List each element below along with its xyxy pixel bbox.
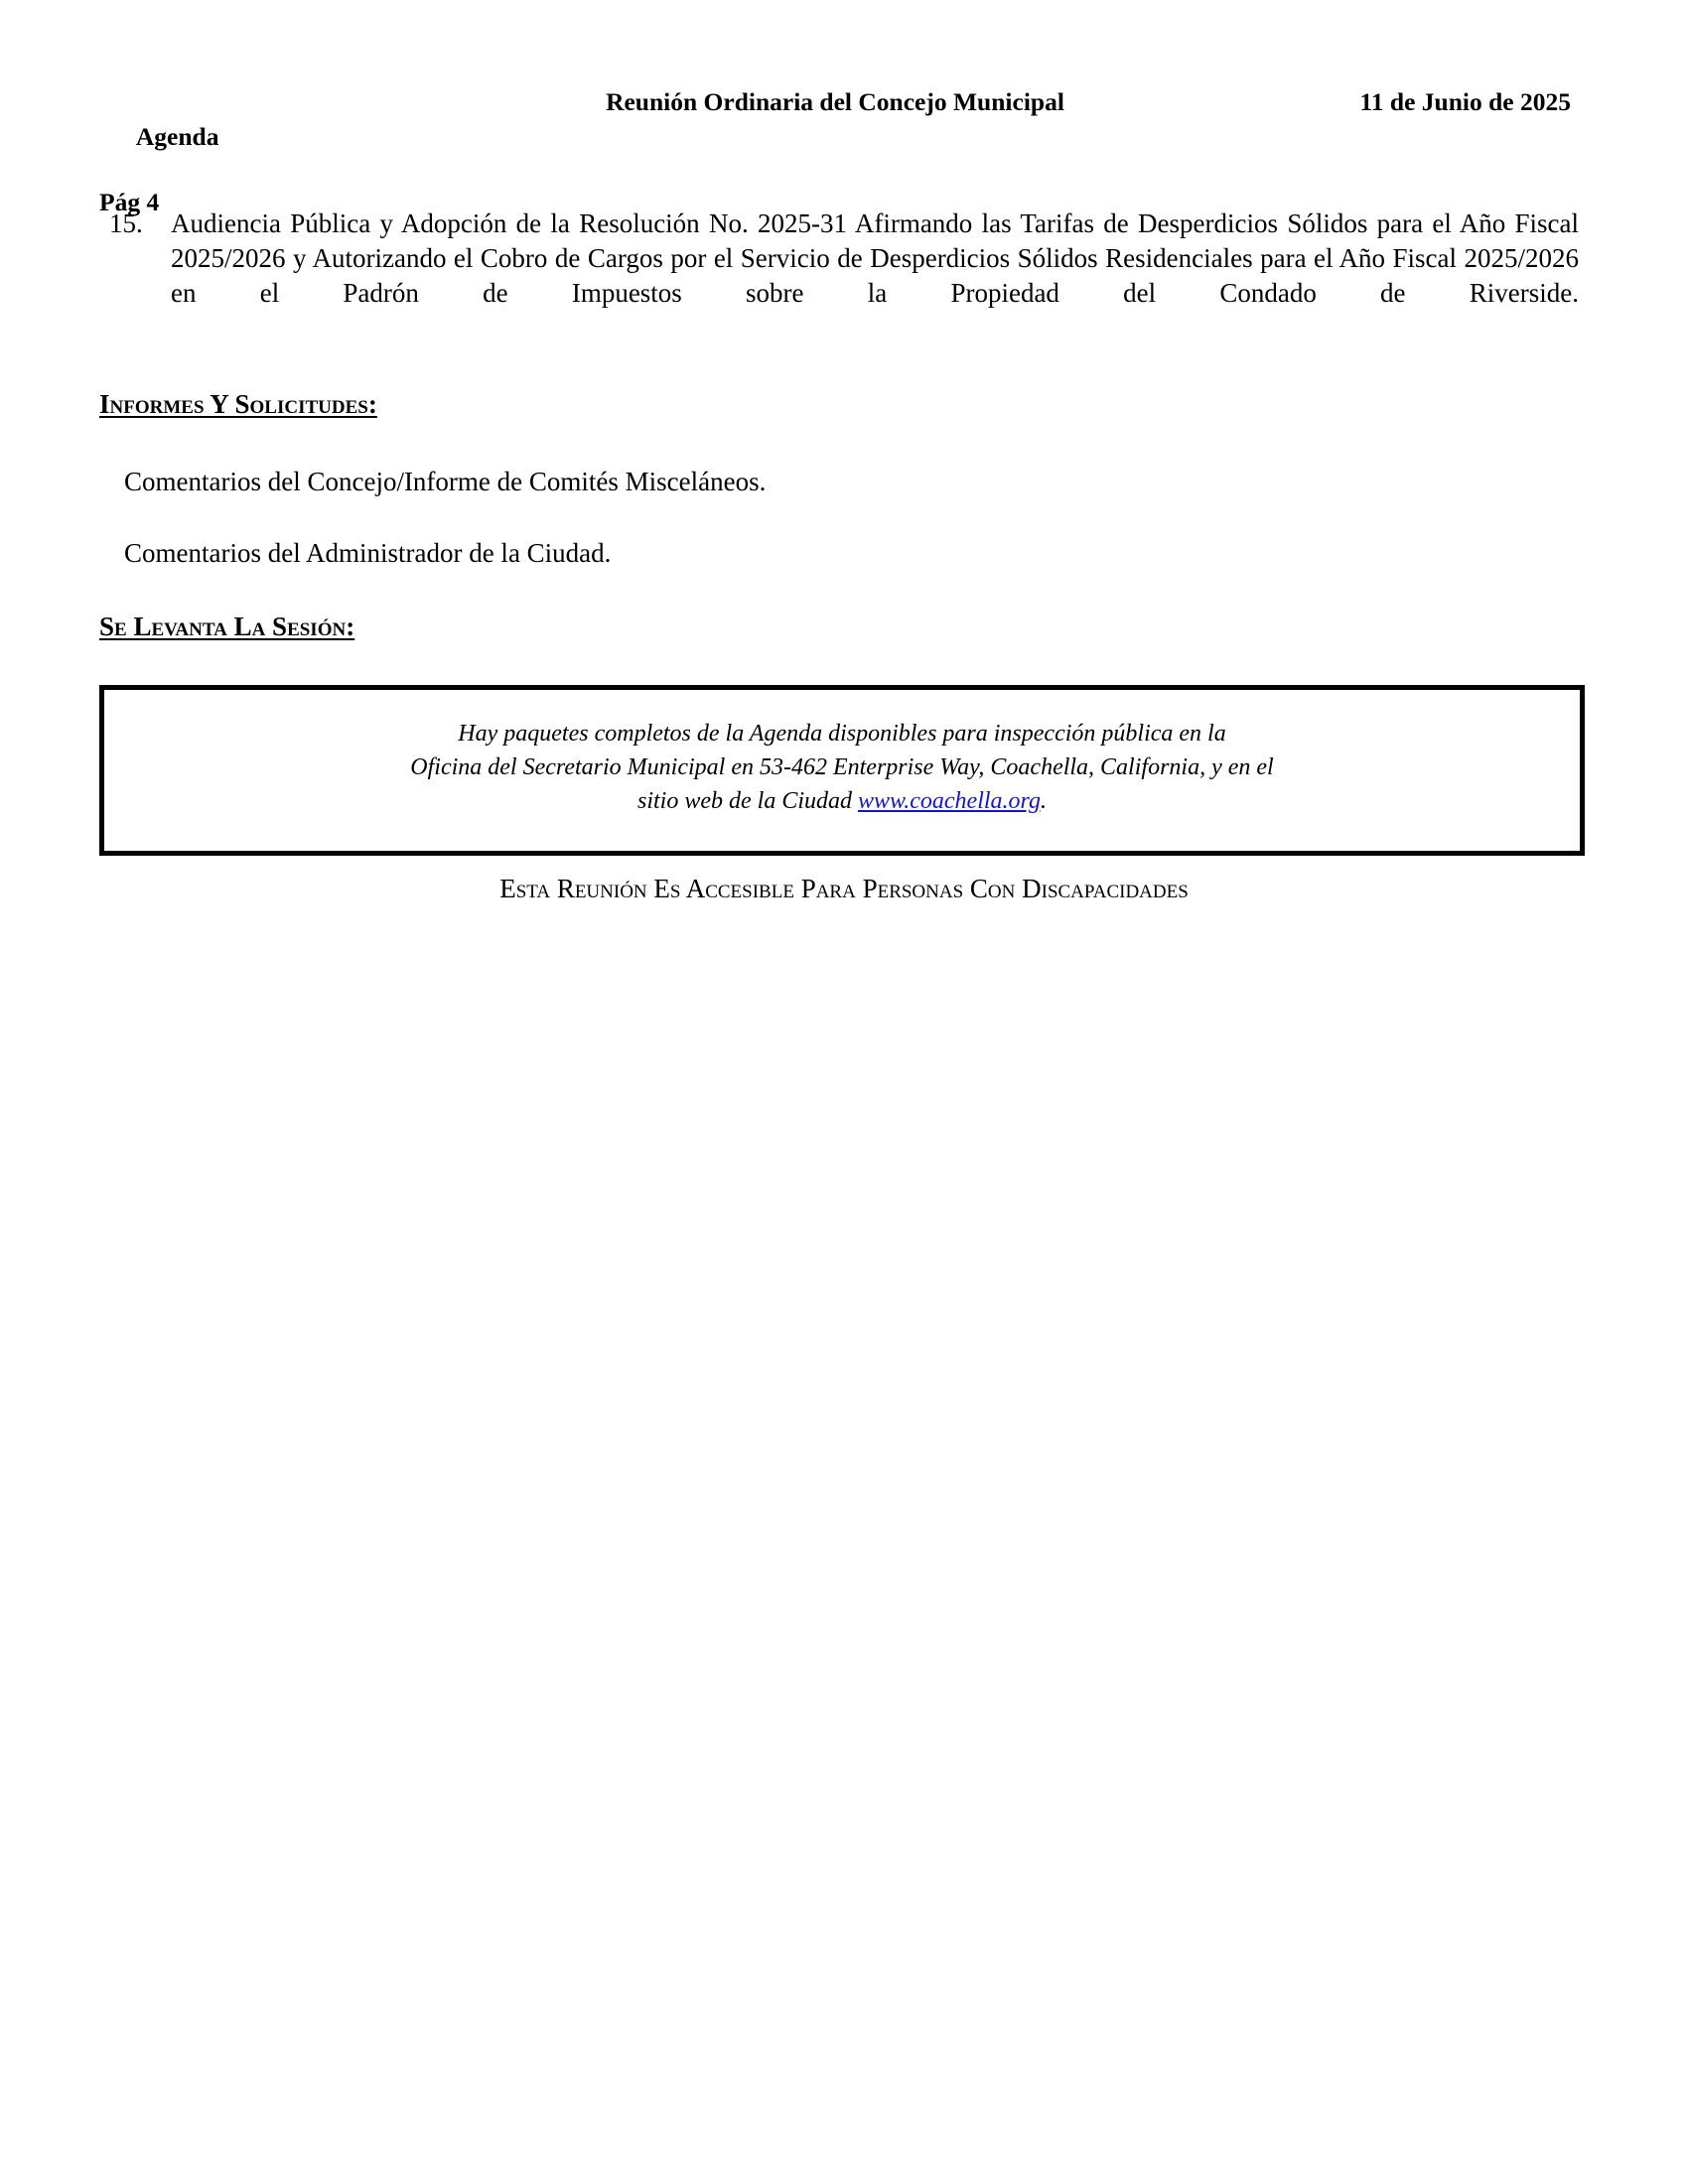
coachella-website-link[interactable]: www.coachella.org xyxy=(858,788,1041,815)
notice-line-3 xyxy=(104,784,1580,818)
section-heading-se-levanta-la-sesion: Se Levanta La Sesión: xyxy=(99,612,355,641)
agenda-item-text: Audiencia Pública y Adopción de la Resolución No. 2025-31 Afirmando las Tarifas de Desperdicios Sólidos para el Año Fiscal 2025/2026 y Autorizando el Cobro de Cargos por el Servicio de Desperdicios Sólidos Residenciales para el Año Fiscal 2025/2026 en el Padrón de Impuestos sobre la Propiedad del Condado de Riverside. xyxy=(171,208,1579,309)
header-meeting-date: 11 de Junio de 2025 xyxy=(1359,87,1571,116)
notice-line-2: Oficina del Secretario Municipal en 53-462 Enterprise Way, Coachella, California, y en el xyxy=(410,754,1274,781)
agenda-item-15 xyxy=(109,206,1579,345)
notice-line-3-prefix: sitio web de la Ciudad xyxy=(637,788,858,815)
header-page-number: Pág 4 xyxy=(99,188,160,217)
header-agenda-label: Agenda xyxy=(135,122,219,152)
agenda-item-number: 15. xyxy=(109,208,143,238)
notice-line-3-suffix: . xyxy=(1040,788,1047,815)
section-heading-informes-y-solicitudes: Informes Y Solicitudes: xyxy=(99,389,377,419)
notice-line-1: Hay paquetes completos de la Agenda disponibles para inspección pública en la xyxy=(458,721,1226,747)
public-inspection-notice-box xyxy=(99,685,1585,856)
header-meeting-title: Reunión Ordinaria del Concejo Municipal xyxy=(606,87,1064,116)
body-line-comentarios-administrador: Comentarios del Administrador de la Ciudad. xyxy=(124,538,612,568)
notice-text-block xyxy=(104,717,1580,818)
body-line-comentarios-concejo: Comentarios del Concejo/Informe de Comités Misceláneos. xyxy=(124,467,767,496)
document-header xyxy=(99,87,1571,217)
accessibility-statement: Esta Reunión Es Accesible Para Personas Con Discapacidades xyxy=(499,874,1189,903)
